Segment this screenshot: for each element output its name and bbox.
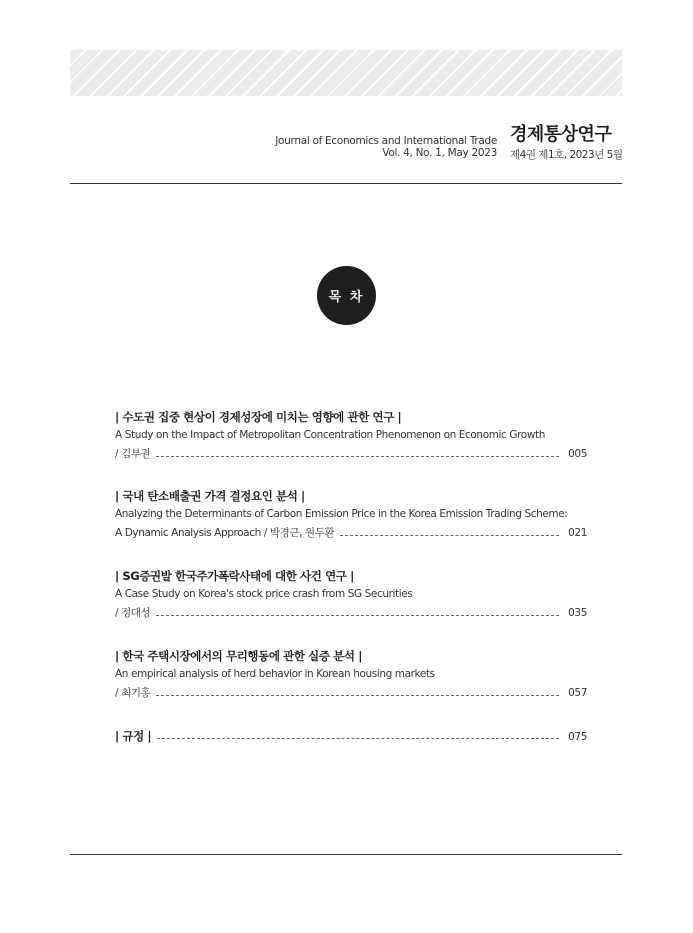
entry-page-number[interactable]: 005: [568, 448, 587, 460]
entry-title-en: Analyzing the Determinants of Carbon Emission Price in the Korea Emission Trading Scheme:: [115, 508, 568, 520]
toc-entry[interactable]: [115, 568, 587, 623]
entry-title-ko[interactable]: | 규정 |: [115, 729, 152, 743]
entry-title-en: A Study on the Impact of Metropolitan Concentration Phenomenon on Economic Growth: [115, 429, 545, 441]
entry-page-number[interactable]: 057: [568, 687, 587, 699]
dot-leader: [156, 615, 559, 616]
entry-author: / 김부권: [115, 448, 151, 460]
entry-author-row: [115, 604, 587, 623]
entry-author: / 정대성: [115, 607, 151, 619]
dot-leader: [156, 456, 559, 457]
volume-info-en: Vol. 4, No. 1, May 2023: [382, 147, 497, 159]
entry-title-ko[interactable]: | 한국 주택시장에서의 무리행동에 관한 실증 분석 |: [115, 649, 363, 663]
toc-entry[interactable]: [115, 648, 587, 703]
toc-entry[interactable]: [115, 488, 587, 543]
header-divider: [70, 183, 622, 184]
entry-author-row: [115, 684, 587, 703]
footer-divider: [70, 854, 622, 855]
toc-heading: 목 차: [328, 290, 365, 305]
entry-title-ko[interactable]: | 국내 탄소배출권 가격 결정요인 분석 |: [115, 489, 305, 503]
toc-heading-badge: [317, 266, 376, 325]
entry-author-row: [115, 524, 587, 543]
entry-author: A Dynamic Analysis Approach / 박경근, 원두환: [115, 527, 335, 539]
entry-title-en: An empirical analysis of herd behavior in Korean housing markets: [115, 668, 435, 680]
entry-regulations-row: [115, 727, 587, 746]
dot-leader: [340, 535, 559, 536]
toc-entry[interactable]: [115, 409, 587, 464]
entry-title-ko[interactable]: | SG증권발 한국주가폭락사태에 대한 사건 연구 |: [115, 569, 354, 583]
volume-info-ko: 제4권 제1호, 2023년 5월: [510, 149, 623, 161]
entry-title-en: A Case Study on Korea's stock price crash from SG Securities: [115, 588, 413, 600]
journal-title-en: Journal of Economics and International Trade: [275, 135, 497, 147]
journal-title-ko: 경제통상연구: [510, 124, 612, 145]
toc-entry-regulations[interactable]: [115, 727, 587, 746]
entry-page-number[interactable]: 075: [568, 731, 587, 743]
entry-page-number[interactable]: 035: [568, 607, 587, 619]
entry-page-number[interactable]: 021: [568, 527, 587, 539]
entry-author-row: [115, 445, 587, 464]
dot-leader: [156, 695, 559, 696]
entry-title-ko[interactable]: | 수도권 집중 현상이 경제성장에 미치는 영향에 관한 연구 |: [115, 410, 402, 424]
header-pattern-band: [70, 50, 622, 96]
entry-author: / 최기홍: [115, 687, 151, 699]
dot-leader: [157, 738, 559, 739]
